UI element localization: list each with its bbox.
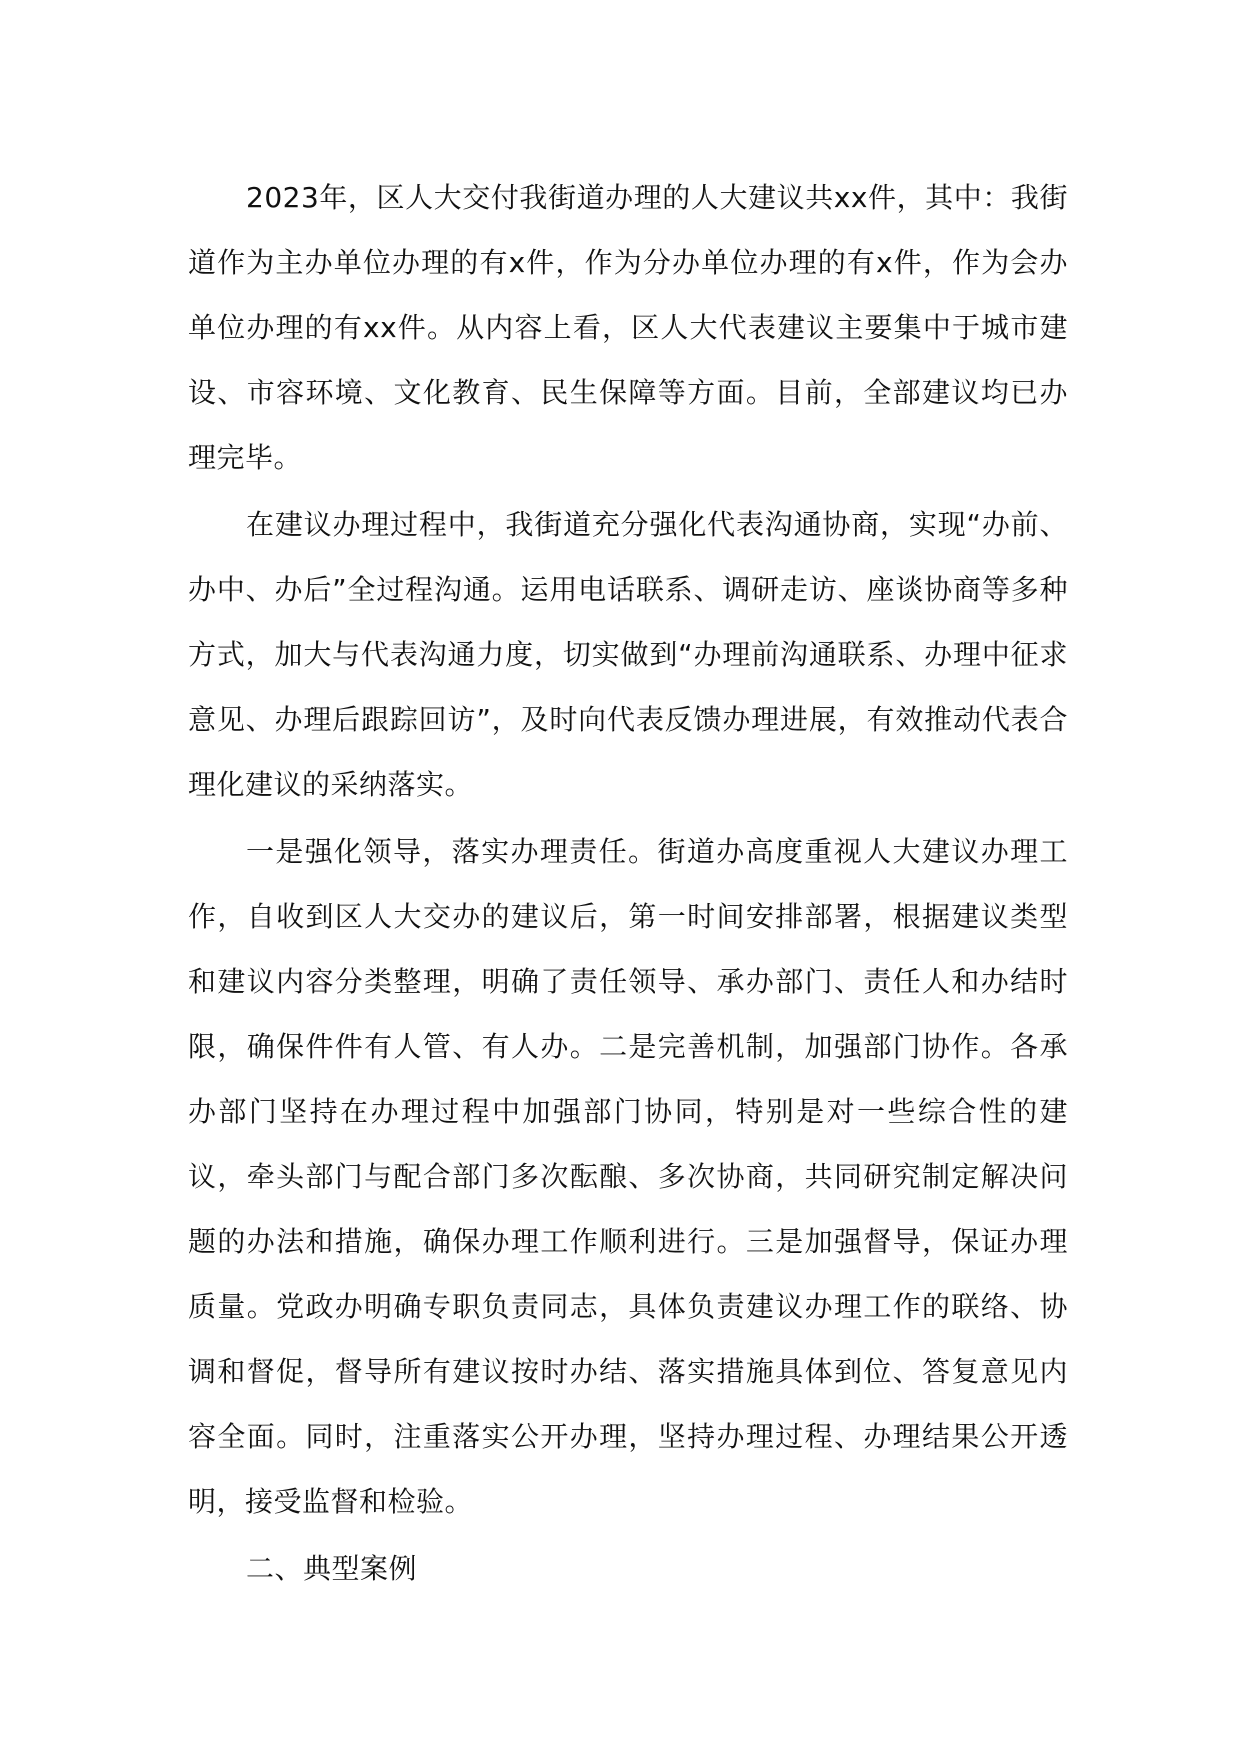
section-heading-typical-cases: 二、典型案例 [246,1552,418,1585]
paragraph-measures: 一是强化领导，落实办理责任。街道办高度重视人大建议办理工作，自收到区人大交办的建议后，第一时间安排部署，根据建议类型和建议内容分类整理，明确了责任领导、承办部门、责任人和办结时限，确保件件有人管、有人办。二是完善机制，加强部门协作。各承办部门坚持在办理过程中加强部门协同，特别是对一些综合性的建议，牵头部门与配合部门多次酝酿、多次协商，共同研究制定解决问题的办法和措施，确保办理工作顺利进行。三是加强督导，保证办理质量。党政办明确专职负责同志，具体负责建议办理工作的联络、协调和督促，督导所有建议按时办结、落实措施具体到位、答复意见内容全面。同时，注重落实公开办理，坚持办理过程、办理结果公开透明，接受监督和检验。 [188,835,1068,1518]
paragraph-summary: 2023年，区人大交付我街道办理的人大建议共xx件，其中：我街道作为主办单位办理的有x件，作为分办单位办理的有x件，作为会办单位办理的有xx件。从内容上看，区人大代表建议主要集中于城市建设、市容环境、文化教育、民生保障等方面。目前，全部建议均已办理完毕。 [188,181,1068,474]
document-body [188,165,1068,1601]
paragraph-communication: 在建议办理过程中，我街道充分强化代表沟通协商，实现“办前、办中、办后”全过程沟通。运用电话联系、调研走访、座谈协商等多种方式，加大与代表沟通力度，切实做到“办理前沟通联系、办理中征求意见、办理后跟踪回访”，及时向代表反馈办理进展，有效推动代表合理化建议的采纳落实。 [188,508,1068,801]
